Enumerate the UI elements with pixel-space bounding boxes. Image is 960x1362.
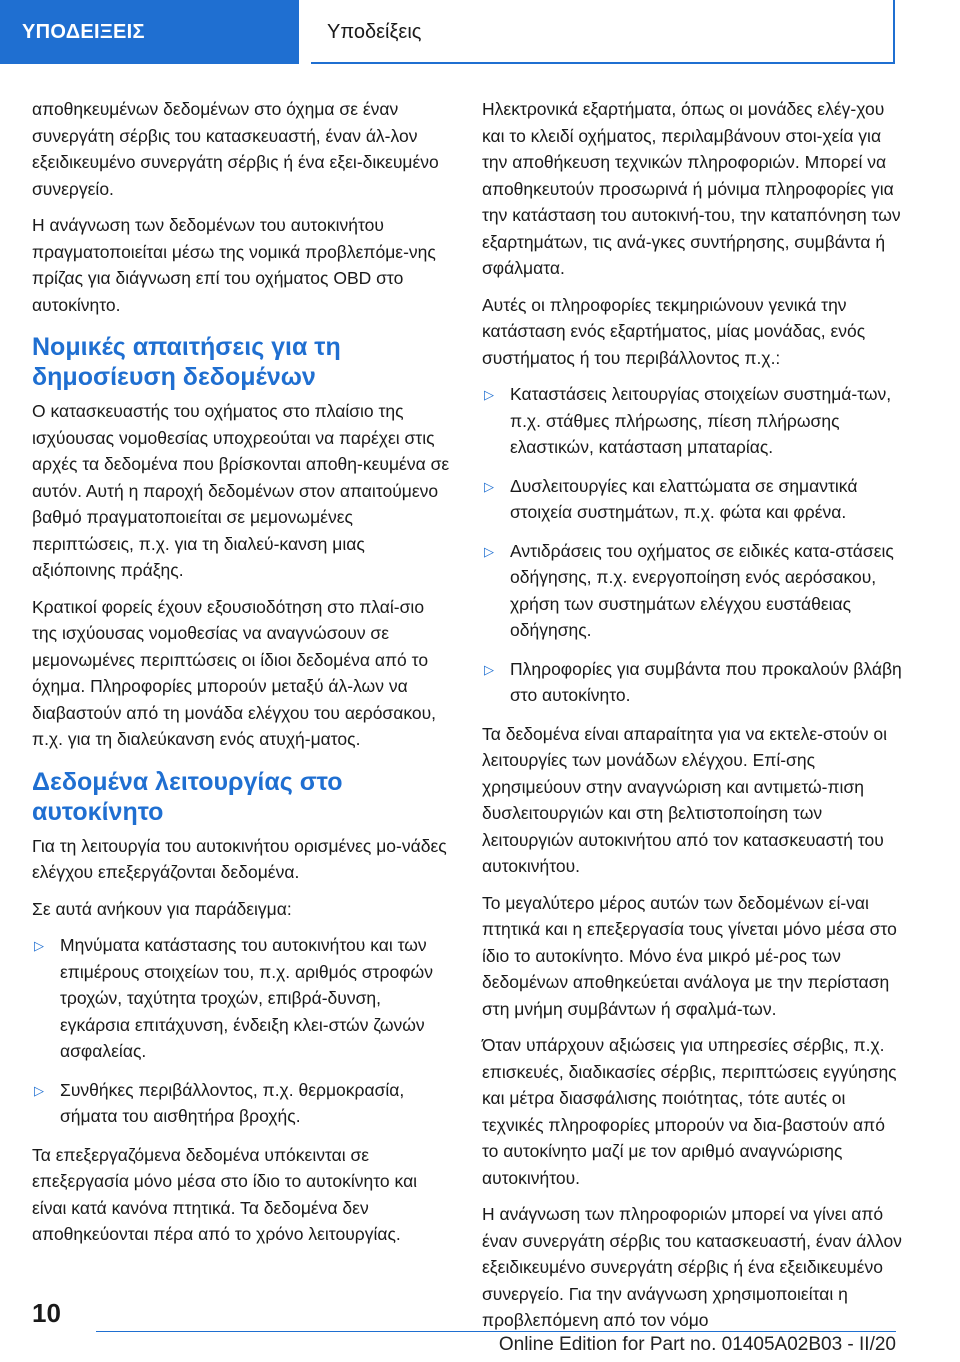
paragraph: Τα επεξεργαζόμενα δεδομένα υπόκεινται σε επεξεργασία μόνο μέσα στο ίδιο το αυτοκίνητο και είναι κατά κανόνα πτητικά. Τα δεδομένα δεν αποθηκεύονται πέρα από το χρόνο λειτουργίας. [32,1144,418,1244]
triangle-bullet-icon: ▷ [484,543,494,559]
list-item [482,473,902,526]
heading-operating-data: Δεδομένα λειτουργίας στο αυτοκίνητο [32,767,343,826]
bullet-list [32,932,452,1130]
list-item [32,1077,452,1130]
paragraph: Η ανάγνωση των δεδομένων του αυτοκινήτου πραγματοποιείται μέσω της νομικά προβλεπόμε-νης πρίζας για διάγνωση επί του οχήματος OBD στο αυτοκίνητο. [32,215,436,315]
triangle-bullet-icon: ▷ [34,1082,44,1098]
list-item-text: Μηνύματα κατάστασης του αυτοκινήτου και των επιμέρους στοιχείων του, π.χ. αριθμός στροφών τροχών, ταχύτητα τροχών, επιβρά-δυνση, εγκάρσια επιτάχυνση, ένδειξη κλει-στών ζωνών ασφαλείας. [60,935,433,1061]
list-item [482,656,902,709]
page-title: Υποδείξεις [311,0,895,64]
list-item [482,538,902,644]
list-item-text: Καταστάσεις λειτουργίας στοιχείων συστημά-των, π.χ. στάθμες πλήρωσης, πίεση πλήρωσης ελαστικών, κατάσταση μπαταρίας. [510,384,892,457]
list-item [482,381,902,461]
heading-legal-requirements: Νομικές απαιτήσεις για τη δημοσίευση δεδομένων [32,333,341,391]
paragraph: Ο κατασκευαστής του οχήματος στο πλαίσιο της ισχύουσας νομοθεσίας υποχρεούται να παρέχει στις αρχές τα δεδομένα που βρίσκονται αποθη-κευμένα σε αυτόν. Αυτή η παροχή δεδομένων στον απαιτούμενο βαθμό πραγματοποιείται σε μεμονωμένες περιπτώσεις, π.χ. για τη διαλεύ-κανση μιας αξιόποινης πράξης. [32,401,450,580]
paragraph: Αυτές οι πληροφορίες τεκμηριώνουν γενικά την κατάσταση ενός εξαρτήματος, μίας μονάδας, ενός συστήματος ή του περιβάλλοντος π.χ.: [482,294,866,368]
triangle-bullet-icon: ▷ [484,387,494,402]
paragraph: αποθηκευμένων δεδομένων στο όχημα σε έναν συνεργάτη σέρβις του κατασκευαστή, έναν άλ-λον εξειδικευμένο συνεργάτη σέρβις ή ένα εξει-δικευμένο συνεργείο. [32,99,439,199]
page-number: 10 [32,1298,61,1328]
paragraph: Το μεγαλύτερο μέρος αυτών των δεδομένων εί-ναι πτητικά και η επεξεργασία τους γίνεται μόνο μέσα στο ίδιο το αυτοκίνητο. Μόνο ένα μικρό μέ-ρος των δεδομένων αποθηκεύεται ανάλογα με την περίσταση στη μνήμη συμβάντων ή σφαλμά-των. [482,892,897,1019]
paragraph: Κρατικοί φορείς έχουν εξουσιοδότηση στο πλαί-σιο της ισχύουσας νομοθεσίας να αναγνώσουν σε μεμονωμένες περιπτώσεις οι ίδιοι δεδομένα από το όχημα. Πληροφορίες μπορούν μεταξύ άλ-λων να διαβαστούν από τη μονάδα ελέγχου του αερόσακου, π.χ. για τη διαλεύκανση ενός ατυχή-ματος. [32,596,437,749]
list-item-text: Πληροφορίες για συμβάντα που προκαλούν βλάβη στο αυτοκίνητο. [510,658,902,705]
paragraph: Όταν υπάρχουν αξιώσεις για υπηρεσίες σέρβις, π.χ. επισκευές, διαδικασίες σέρβις, περιπτώσεις εγγύησης και μέτρα διασφάλισης ποιότητας, τότε αυτές οι τεχνικές πληροφορίες μπορούν να δια-βαστούν από το αυτοκίνητο μαζί με τον αριθμό αναγνώρισης αυτοκινήτου. [482,1035,897,1188]
paragraph: Ηλεκτρονικά εξαρτήματα, όπως οι μονάδες ελέγ-χου και το κλειδί οχήματος, περιλαμβάνουν στοι-χεία για την αποθήκευση τεχνικών πληροφοριών. Μπορεί να αποθηκευτούν προσωρινά ή μόνιμα πληροφορίες για την κατάσταση του αυτοκινή-του, την καταπόνηση των εξαρτημάτων, τις ανά-γκες συντήρησης, συμβάντα ή σφάλματα. [482,99,901,278]
paragraph: Για τη λειτουργία του αυτοκινήτου ορισμένες μο-νάδες ελέγχου επεξεργάζονται δεδομένα. [32,835,447,882]
paragraph: Η ανάγνωση των πληροφοριών μπορεί να γίνει από έναν συνεργάτη σέρβις του κατασκευαστή, έναν άλλον εξειδικευμένο συνεργάτη σέρβις ή ένα εξειδικευμένο συνεργείο. Για την ανάγνωση χρησιμοποιείται η προβλεπόμενη από τον νόμο [482,1204,902,1330]
triangle-bullet-icon: ▷ [484,661,494,677]
section-tab: ΥΠΟΔΕΙΞΕΙΣ [0,0,299,64]
list-item-text: Δυσλειτουργίες και ελαττώματα σε σημαντικά στοιχεία συστημάτων, π.χ. φώτα και φρένα. [510,475,858,522]
footer-divider [96,1331,896,1332]
bullet-list [482,381,902,709]
list-item [32,932,452,1065]
triangle-bullet-icon: ▷ [484,478,494,494]
list-item-text: Αντιδράσεις του οχήματος σε ειδικές κατα-στάσεις οδήγησης, π.χ. ενεργοποίηση ενός αερόσακου, χρήση των συστημάτων ελέγχου ευστάθειας οδήγησης. [510,540,894,640]
paragraph: Σε αυτά ανήκουν για παράδειγμα: [32,898,292,919]
paragraph: Τα δεδομένα είναι απαραίτητα για να εκτελε-στούν οι λειτουργίες των μονάδων ελέγχου. Επί-σης χρησιμεύουν στην αναγνώριση και αντιμετώ-πιση δυσλειτουργιών και στη βελτιστοποίηση των λειτουργιών αυτοκινήτου από τον κατασκευαστή του αυτοκινήτου. [482,723,887,876]
right-column [482,96,902,1344]
list-item-text: Συνθήκες περιβάλλοντος, π.χ. θερμοκρασία, σήματα του αισθητήρα βροχής. [60,1079,405,1126]
footer-edition: Online Edition for Part no. 01405A02B03 - II/20 [498,1334,896,1355]
triangle-bullet-icon: ▷ [34,938,44,953]
left-column [32,96,452,1258]
